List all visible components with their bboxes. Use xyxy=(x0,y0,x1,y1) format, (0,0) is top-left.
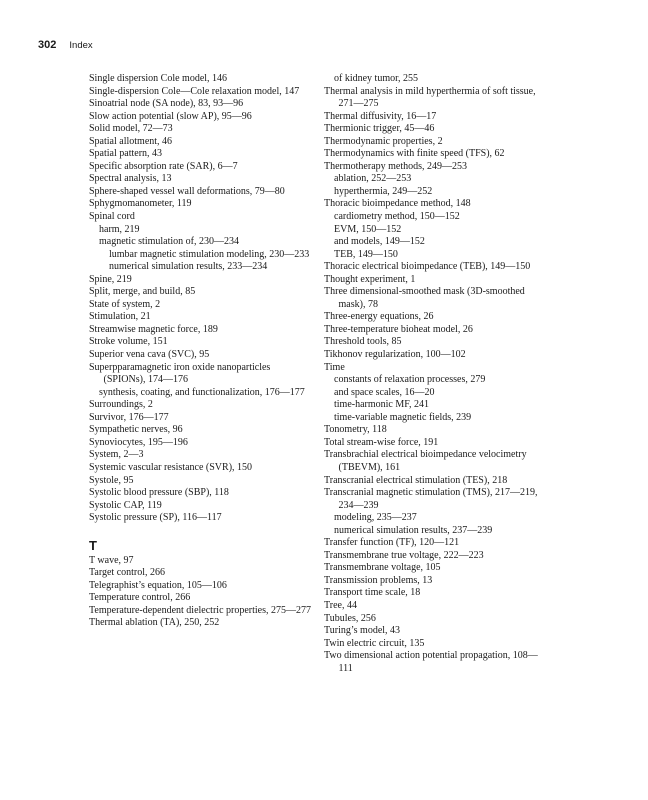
index-entry: Threshold tools, 85 xyxy=(324,336,402,348)
index-entry: Systolic pressure (SP), 116—117 xyxy=(89,512,222,524)
index-entry: Specific absorption rate (SAR), 6—7 xyxy=(89,160,238,172)
index-entry: Single dispersion Cole model, 146 xyxy=(89,73,228,84)
index-entry: Tonometry, 118 xyxy=(324,424,387,436)
index-entry: Slow action potential (slow AP), 95—96 xyxy=(89,110,252,122)
index-entry: Two dimensional action potential propagation, 108—111 xyxy=(324,650,538,674)
index-entry: Superior vena cava (SVC), 95 xyxy=(89,349,210,361)
index-entry: Thermal analysis in mild hyperthermia of soft tissue, 271—275 xyxy=(324,85,536,110)
index-entry: Split, merge, and build, 85 xyxy=(89,286,196,298)
index-subentry: magnetic stimulation of, 230—234 xyxy=(99,236,239,248)
index-entry: Tubules, 256 xyxy=(324,612,376,624)
index-entry: Solid model, 72—73 xyxy=(89,123,173,135)
index-subentry: hyperthermia, 249—252 xyxy=(334,185,433,197)
index-entry: Twin electric circuit, 135 xyxy=(324,637,425,649)
index-entry: Transfer function (TF), 120—121 xyxy=(324,537,460,549)
index-entry: Spectral analysis, 13 xyxy=(89,173,172,185)
index-entry: Survivor, 176—177 xyxy=(89,411,169,423)
index-entry: Single-dispersion Cole—Cole relaxation model, 147 xyxy=(89,85,300,97)
index-entry: System, 2—3 xyxy=(89,449,144,461)
index-entry: Turing’s model, 43 xyxy=(324,625,401,637)
index-entry: Thermionic trigger, 45—46 xyxy=(324,123,435,135)
index-subentry: TEB, 149—150 xyxy=(334,248,398,260)
index-entry: Streamwise magnetic force, 189 xyxy=(89,323,218,335)
index-entry: Three-energy equations, 26 xyxy=(324,311,434,323)
index-entry: Thought experiment, 1 xyxy=(324,273,416,285)
index-entry: T wave, 97 xyxy=(89,554,134,566)
index-subentry: and space scales, 16—20 xyxy=(334,386,435,398)
index-entry: Transcranial electrical stimulation (TES), 218 xyxy=(324,474,508,486)
index-entry: Systolic blood pressure (SBP), 118 xyxy=(89,487,229,499)
index-entry: Tikhonov regularization, 100—102 xyxy=(324,349,466,361)
index-entry: Transport time scale, 18 xyxy=(324,587,421,599)
index-entry: Thermodynamics with finite speed (TFS), 62 xyxy=(324,148,505,160)
index-subentry: cardiometry method, 150—152 xyxy=(334,211,460,223)
index-entry: Temperature control, 266 xyxy=(89,592,191,604)
index-entry: Transmission problems, 13 xyxy=(324,574,433,586)
index-entry: Surroundings, 2 xyxy=(89,399,153,411)
index-subentry: synthesis, coating, and functionalization, 176—177 xyxy=(99,386,305,398)
index-subentry: numerical simulation results, 237—239 xyxy=(334,524,493,536)
index-entry: Transcranial magnetic stimulation (TMS), 217—219, 234—239 xyxy=(324,487,538,511)
index-column-right xyxy=(324,73,546,675)
index-entry: Three-temperature bioheat model, 26 xyxy=(324,323,473,335)
index-entry: Telegraphist’s equation, 105—106 xyxy=(89,579,227,591)
index-subentry: numerical simulation results, 233—234 xyxy=(109,261,268,273)
index-subentry: and models, 149—152 xyxy=(334,236,425,248)
index-subentry: constants of relaxation processes, 279 xyxy=(334,374,486,386)
index-entry: Sphere-shaped vessel wall deformations, 79—80 xyxy=(89,185,285,197)
index-entry: Sphygmomanometer, 119 xyxy=(89,198,192,210)
page-header xyxy=(38,39,93,51)
index-subentry: harm, 219 xyxy=(99,223,140,235)
page-number: 302 xyxy=(38,39,57,51)
index-entry: Spinal cord xyxy=(89,211,135,223)
index-entry: Transbrachial electrical bioimpedance velocimetry (TBEVM), 161 xyxy=(324,449,527,473)
index-entry: Thoracic bioimpedance method, 148 xyxy=(324,198,471,210)
index-entry: Thermotherapy methods, 249—253 xyxy=(324,160,468,172)
index-entry: Sympathetic nerves, 96 xyxy=(89,424,183,436)
section-title: Index xyxy=(69,40,93,51)
index-entry: Stroke volume, 151 xyxy=(89,336,168,348)
index-subentry: time-variable magnetic fields, 239 xyxy=(334,411,472,423)
index-entry: Transmembrane true voltage, 222—223 xyxy=(324,549,484,561)
index-entry: Time xyxy=(324,361,345,373)
section-letter: T xyxy=(89,537,97,553)
index-entry: State of system, 2 xyxy=(89,298,161,310)
index-entry: Spatial allotment, 46 xyxy=(89,135,173,147)
index-subentry: of kidney tumor, 255 xyxy=(334,73,419,84)
index-entry: Spine, 219 xyxy=(89,273,132,285)
index-entry: Temperature-dependent dielectric properties, 275—277 xyxy=(89,604,311,616)
index-subentry: time-harmonic MF, 241 xyxy=(334,399,430,411)
index-entry: Thermal diffusivity, 16—17 xyxy=(324,110,437,122)
index-column-left xyxy=(89,73,311,630)
index-entry: Target control, 266 xyxy=(89,567,166,579)
index-subentry: modeling, 235—237 xyxy=(334,512,417,524)
index-entry: Thermodynamic properties, 2 xyxy=(324,135,443,147)
index-subentry: EVM, 150—152 xyxy=(334,223,402,235)
index-entry: Spatial pattern, 43 xyxy=(89,148,163,160)
index-entry: Thermal ablation (TA), 250, 252 xyxy=(89,617,220,629)
index-entry: Total stream-wise force, 191 xyxy=(324,436,439,448)
index-entry: Three dimensional-smoothed mask (3D-smoothed mask), 78 xyxy=(324,286,525,310)
index-subentry: ablation, 252—253 xyxy=(334,173,412,185)
index-entry: Systolic CAP, 119 xyxy=(89,499,162,511)
index-entry: Systemic vascular resistance (SVR), 150 xyxy=(89,461,253,473)
index-subentry: lumbar magnetic stimulation modeling, 230—233 xyxy=(109,248,310,260)
index-entry: Systole, 95 xyxy=(89,474,134,486)
index-entry: Superpparamagnetic iron oxide nanoparticles (SPIONs), 174—176 xyxy=(89,361,271,386)
index-entry: Tree, 44 xyxy=(324,599,357,611)
index-entry: Sinoatrial node (SA node), 83, 93—96 xyxy=(89,98,244,110)
index-entry: Synoviocytes, 195—196 xyxy=(89,436,188,448)
index-entry: Thoracic electrical bioimpedance (TEB), 149—150 xyxy=(324,261,531,273)
index-entry: Stimulation, 21 xyxy=(89,311,151,323)
index-entry: Transmembrane voltage, 105 xyxy=(324,562,441,574)
